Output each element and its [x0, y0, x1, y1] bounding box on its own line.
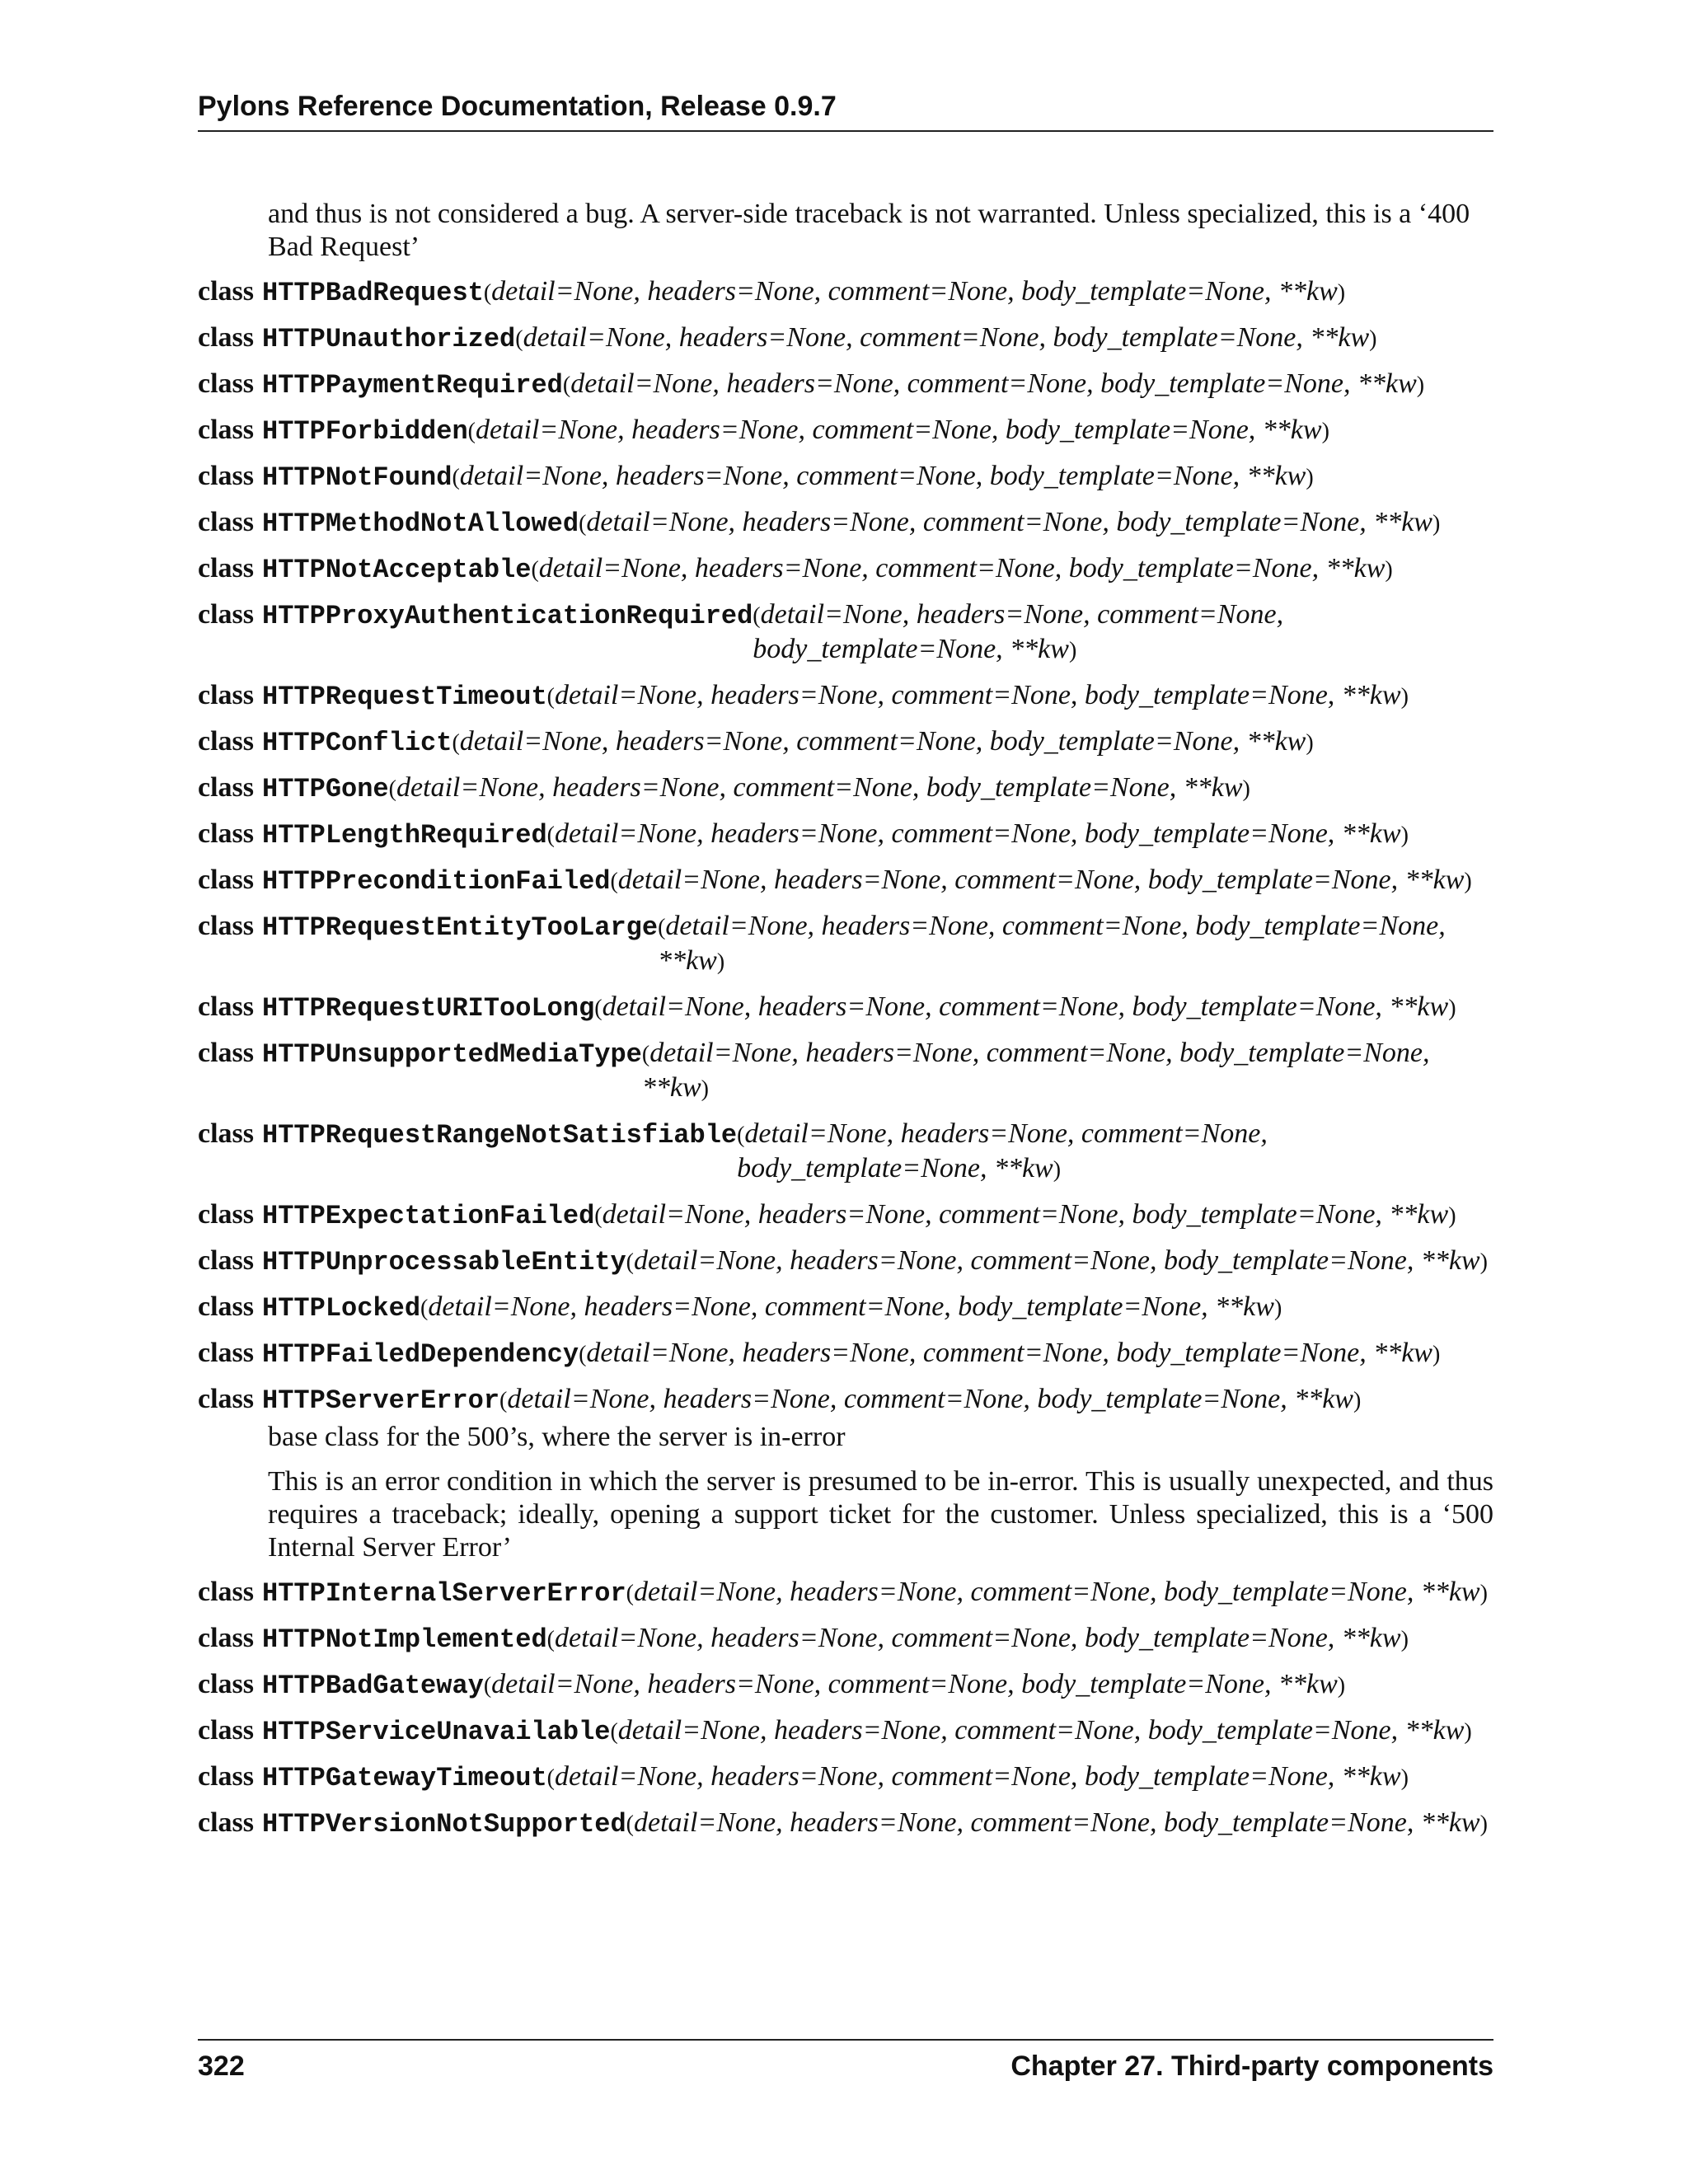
parameter-list: detail=None, headers=None, comment=None, body_template=None, **kw	[475, 415, 1322, 445]
parameter-list: detail=None, headers=None, comment=None, body_template=None, **kw	[586, 507, 1432, 537]
class-name: HTTPVersionNotSupported	[262, 1809, 626, 1840]
close-paren: )	[1242, 776, 1250, 802]
parameter-list: detail=None, headers=None, comment=None, body_template=None, **kw	[459, 726, 1306, 757]
close-paren: )	[1400, 1765, 1409, 1791]
parameter-list: detail=None, headers=None, comment=None, body_template=None, **kw	[617, 1715, 1465, 1746]
class-keyword: class	[198, 1807, 254, 1838]
class-parameters	[642, 1037, 1493, 1106]
close-paren: )	[1337, 1673, 1346, 1699]
open-paren: (	[562, 373, 571, 398]
parameter-list: detail=None, headers=None, comment=None, body_template=None, **kw	[617, 865, 1465, 895]
class-name: HTTPForbidden	[262, 416, 468, 447]
parameter-list: detail=None, headers=None, comment=None, body_template=None, **kw	[634, 1807, 1480, 1838]
close-paren: )	[1400, 684, 1409, 710]
close-paren: )	[1448, 1203, 1456, 1229]
class-keyword: class	[198, 461, 254, 491]
class-signature	[198, 1576, 1493, 1610]
page-number: 322	[198, 2050, 245, 2082]
class-parameters	[563, 368, 1493, 402]
class-entry	[198, 991, 1493, 1025]
close-paren: )	[1464, 869, 1472, 894]
class-keyword: class	[198, 415, 254, 445]
class-entry	[198, 771, 1493, 806]
parameter-list: detail=None, headers=None, comment=None, body_template=None, **kw	[602, 991, 1449, 1022]
class-entry	[198, 1668, 1493, 1703]
class-parameters	[658, 910, 1493, 979]
class-entry	[198, 1244, 1493, 1279]
open-paren: (	[420, 1296, 429, 1321]
class-keyword: class	[198, 1199, 254, 1230]
class-keyword: class	[198, 1761, 254, 1792]
class-name: HTTPUnprocessableEntity	[262, 1247, 626, 1277]
class-entry	[198, 1622, 1493, 1657]
parameter-list: detail=None, headers=None, comment=None, body_template=None, **kw	[602, 1199, 1449, 1230]
close-paren: )	[1306, 465, 1314, 490]
class-parameters	[610, 1714, 1493, 1749]
class-name: HTTPUnauthorized	[262, 324, 516, 354]
class-entry	[198, 1337, 1493, 1371]
class-name: HTTPBadRequest	[262, 278, 484, 308]
close-paren: )	[1321, 419, 1329, 444]
close-paren: )	[1306, 730, 1314, 756]
class-name: HTTPInternalServerError	[262, 1578, 626, 1609]
open-paren: (	[531, 557, 539, 583]
class-parameters	[594, 1198, 1493, 1233]
parameter-list: detail=None, headers=None, comment=None, body_template=None, **kw	[753, 599, 1284, 664]
class-parameters	[753, 598, 1493, 668]
class-signature	[198, 1668, 1493, 1703]
class-parameters	[499, 1383, 1493, 1418]
class-entry	[198, 506, 1493, 541]
open-paren: (	[499, 1388, 508, 1413]
class-keyword: class	[198, 599, 254, 630]
class-entry	[198, 1576, 1493, 1610]
class-entry	[198, 1198, 1493, 1233]
class-description	[268, 1421, 1493, 1564]
class-entry	[198, 818, 1493, 852]
class-keyword: class	[198, 553, 254, 583]
parameter-list: detail=None, headers=None, comment=None, body_template=None, **kw	[554, 680, 1401, 710]
class-entry	[198, 414, 1493, 448]
class-signature	[198, 864, 1493, 898]
parameter-list: detail=None, headers=None, comment=None, body_template=None, **kw	[396, 772, 1243, 803]
class-name: HTTPNotFound	[262, 462, 452, 493]
class-name: HTTPGatewayTimeout	[262, 1763, 547, 1793]
class-keyword: class	[198, 1384, 254, 1414]
class-keyword: class	[198, 1118, 254, 1149]
class-name: HTTPRequestRangeNotSatisfiable	[262, 1120, 738, 1151]
open-paren: (	[610, 1719, 618, 1745]
close-paren: )	[1068, 638, 1077, 663]
close-paren: )	[1448, 996, 1456, 1021]
class-parameters	[468, 414, 1493, 448]
open-paren: (	[546, 684, 555, 710]
parameter-list: detail=None, headers=None, comment=None, body_template=None, **kw	[491, 1669, 1338, 1699]
class-entry	[198, 1383, 1493, 1564]
open-paren: (	[579, 1342, 587, 1367]
class-keyword: class	[198, 680, 254, 710]
parameter-list: detail=None, headers=None, comment=None, body_template=None, **kw	[523, 322, 1370, 353]
parameter-list: detail=None, headers=None, comment=None, body_template=None, **kw	[507, 1384, 1353, 1414]
parameter-list: detail=None, headers=None, comment=None, body_template=None, **kw	[538, 553, 1386, 583]
class-keyword: class	[198, 1038, 254, 1068]
open-paren: (	[594, 1203, 603, 1229]
class-keyword: class	[198, 507, 254, 537]
open-paren: (	[658, 915, 666, 940]
close-paren: )	[1432, 511, 1441, 537]
class-parameters	[452, 725, 1493, 760]
class-name: HTTPServiceUnavailable	[262, 1717, 611, 1747]
class-parameters	[610, 864, 1493, 898]
class-keyword: class	[198, 865, 254, 895]
parameter-list: detail=None, headers=None, comment=None, body_template=None, **kw	[641, 1038, 1430, 1103]
class-keyword: class	[198, 726, 254, 757]
class-list	[198, 275, 1493, 1841]
close-paren: )	[1053, 1157, 1062, 1183]
class-signature	[198, 1383, 1493, 1418]
class-signature	[198, 818, 1493, 852]
intro-paragraph: and thus is not considered a bug. A server-side traceback is not warranted. Unless specialized, this is a ‘400 Bad Request’	[268, 199, 1470, 262]
parameter-list: detail=None, headers=None, comment=None, body_template=None, **kw	[737, 1118, 1268, 1183]
class-name: HTTPRequestTimeout	[262, 682, 547, 712]
parameter-list: detail=None, headers=None, comment=None, body_template=None, **kw	[570, 368, 1417, 399]
class-signature	[198, 368, 1493, 402]
class-signature	[198, 275, 1493, 310]
class-signature	[198, 1291, 1493, 1325]
open-paren: (	[610, 869, 618, 894]
class-name: HTTPRequestURITooLong	[262, 993, 595, 1024]
open-paren: (	[388, 776, 396, 802]
class-entry	[198, 1807, 1493, 1841]
class-entry	[198, 275, 1493, 310]
close-paren: )	[1400, 1627, 1409, 1652]
parameter-list: detail=None, headers=None, comment=None, body_template=None, **kw	[634, 1245, 1480, 1276]
close-paren: )	[1353, 1388, 1362, 1413]
class-name: HTTPExpectationFailed	[262, 1201, 595, 1231]
class-parameters	[420, 1291, 1493, 1325]
class-signature	[198, 321, 1493, 356]
open-paren: (	[483, 280, 492, 306]
class-keyword: class	[198, 1715, 254, 1746]
running-footer	[198, 2049, 1493, 2083]
close-paren: )	[1479, 1581, 1488, 1606]
class-signature	[198, 1622, 1493, 1657]
open-paren: (	[626, 1581, 634, 1606]
parameter-list: detail=None, headers=None, comment=None, body_template=None, **kw	[554, 1623, 1401, 1653]
class-name: HTTPFailedDependency	[262, 1339, 579, 1370]
class-parameters	[515, 321, 1493, 356]
class-name: HTTPBadGateway	[262, 1671, 484, 1701]
open-paren: (	[641, 1042, 650, 1067]
class-parameters	[547, 1760, 1493, 1795]
close-paren: )	[1369, 326, 1377, 352]
class-name: HTTPRequestEntityTooLarge	[262, 912, 659, 943]
class-entry	[198, 598, 1493, 668]
class-name: HTTPGone	[262, 774, 389, 804]
parameter-list: detail=None, headers=None, comment=None, body_template=None, **kw	[554, 818, 1401, 849]
class-keyword: class	[198, 911, 254, 941]
open-paren: (	[515, 326, 523, 352]
class-signature	[198, 910, 1493, 979]
class-entry	[198, 1760, 1493, 1795]
class-keyword: class	[198, 991, 254, 1022]
description-paragraph: This is an error condition in which the server is presumed to be in-error. This is usually unexpected, and thus requires a traceback; ideally, opening a support ticket for the customer. Unless specialized, this is a ‘500 Internal Server Error’	[268, 1466, 1493, 1563]
class-keyword: class	[198, 322, 254, 353]
class-keyword: class	[198, 1669, 254, 1699]
class-parameters	[547, 1622, 1493, 1657]
class-name: HTTPNotAcceptable	[262, 555, 532, 585]
open-paren: (	[626, 1811, 634, 1837]
class-entry	[198, 910, 1493, 979]
class-keyword: class	[198, 1338, 254, 1368]
close-paren: )	[701, 1076, 709, 1102]
class-signature	[198, 771, 1493, 806]
open-paren: (	[579, 511, 587, 537]
class-name: HTTPProxyAuthenticationRequired	[262, 601, 753, 631]
class-keyword: class	[198, 1291, 254, 1322]
class-parameters	[626, 1807, 1493, 1841]
class-signature	[198, 679, 1493, 714]
class-name: HTTPConflict	[262, 728, 452, 758]
parameter-list: detail=None, headers=None, comment=None, body_template=None, **kw	[491, 276, 1338, 307]
class-parameters	[594, 991, 1493, 1025]
class-signature	[198, 460, 1493, 494]
class-entry	[198, 679, 1493, 714]
close-paren: )	[1337, 280, 1346, 306]
class-keyword: class	[198, 772, 254, 803]
open-paren: (	[546, 1627, 555, 1652]
class-keyword: class	[198, 1245, 254, 1276]
close-paren: )	[1273, 1296, 1282, 1321]
class-keyword: class	[198, 818, 254, 849]
parameter-list: detail=None, headers=None, comment=None, body_template=None, **kw	[428, 1291, 1274, 1322]
class-signature	[198, 506, 1493, 541]
class-signature	[198, 598, 1493, 668]
close-paren: )	[716, 949, 725, 975]
class-entry	[198, 368, 1493, 402]
class-keyword: class	[198, 1577, 254, 1607]
close-paren: )	[1432, 1342, 1441, 1367]
class-name: HTTPServerError	[262, 1385, 500, 1416]
class-signature	[198, 1337, 1493, 1371]
class-signature	[198, 552, 1493, 587]
class-entry	[198, 1118, 1493, 1187]
class-signature	[198, 1037, 1493, 1106]
close-paren: )	[1416, 373, 1425, 398]
open-paren: (	[753, 603, 761, 629]
class-entry	[198, 1037, 1493, 1106]
class-signature	[198, 1118, 1493, 1187]
close-paren: )	[1479, 1811, 1488, 1837]
class-signature	[198, 1760, 1493, 1795]
class-name: HTTPUnsupportedMediaType	[262, 1039, 642, 1070]
open-paren: (	[737, 1122, 745, 1148]
parameter-list: detail=None, headers=None, comment=None, body_template=None, **kw	[459, 461, 1306, 491]
class-signature	[198, 725, 1493, 760]
close-paren: )	[1385, 557, 1393, 583]
close-paren: )	[1400, 823, 1409, 848]
class-name: HTTPLocked	[262, 1293, 421, 1324]
close-paren: )	[1479, 1249, 1488, 1275]
parameter-list: detail=None, headers=None, comment=None, body_template=None, **kw	[586, 1338, 1432, 1368]
parameter-list: detail=None, headers=None, comment=None, body_template=None, **kw	[554, 1761, 1401, 1792]
running-header: Pylons Reference Documentation, Release 0.9.7	[198, 91, 837, 122]
class-name: HTTPMethodNotAllowed	[262, 509, 579, 539]
chapter-title: Chapter 27. Third-party components	[1010, 2050, 1493, 2082]
parameter-list: detail=None, headers=None, comment=None, body_template=None, **kw	[634, 1577, 1480, 1607]
description-paragraph: base class for the 500’s, where the server is in-error	[268, 1422, 846, 1452]
class-entry	[198, 725, 1493, 760]
class-entry	[198, 1714, 1493, 1749]
class-keyword: class	[198, 276, 254, 307]
class-keyword: class	[198, 1623, 254, 1653]
class-parameters	[484, 1668, 1493, 1703]
class-parameters	[531, 552, 1493, 587]
close-paren: )	[1464, 1719, 1472, 1745]
class-parameters	[737, 1118, 1493, 1187]
class-signature	[198, 414, 1493, 448]
class-keyword: class	[198, 368, 254, 399]
open-paren: (	[546, 1765, 555, 1791]
header-rule	[198, 130, 1493, 132]
open-paren: (	[546, 823, 555, 848]
class-entry	[198, 460, 1493, 494]
class-parameters	[389, 771, 1493, 806]
footer-rule	[198, 2039, 1493, 2041]
class-signature	[198, 1807, 1493, 1841]
class-signature	[198, 1244, 1493, 1279]
class-parameters	[452, 460, 1493, 494]
open-paren: (	[452, 730, 460, 756]
open-paren: (	[483, 1673, 492, 1699]
class-signature	[198, 1198, 1493, 1233]
class-entry	[198, 1291, 1493, 1325]
open-paren: (	[467, 419, 476, 444]
class-entry	[198, 321, 1493, 356]
open-paren: (	[452, 465, 460, 490]
class-signature	[198, 1714, 1493, 1749]
class-entry	[198, 552, 1493, 587]
open-paren: (	[626, 1249, 634, 1275]
class-name: HTTPPaymentRequired	[262, 370, 563, 401]
class-parameters	[547, 818, 1493, 852]
class-name: HTTPLengthRequired	[262, 820, 547, 851]
class-parameters	[484, 275, 1493, 310]
open-paren: (	[594, 996, 603, 1021]
class-name: HTTPNotImplemented	[262, 1624, 547, 1655]
page-content	[198, 198, 1493, 1853]
parameter-list: detail=None, headers=None, comment=None, body_template=None, **kw	[658, 911, 1446, 976]
class-name: HTTPPreconditionFailed	[262, 866, 611, 897]
class-parameters	[579, 506, 1493, 541]
class-parameters	[626, 1244, 1493, 1279]
class-parameters	[547, 679, 1493, 714]
class-parameters	[579, 1337, 1493, 1371]
class-parameters	[626, 1576, 1493, 1610]
class-entry	[198, 864, 1493, 898]
class-signature	[198, 991, 1493, 1025]
